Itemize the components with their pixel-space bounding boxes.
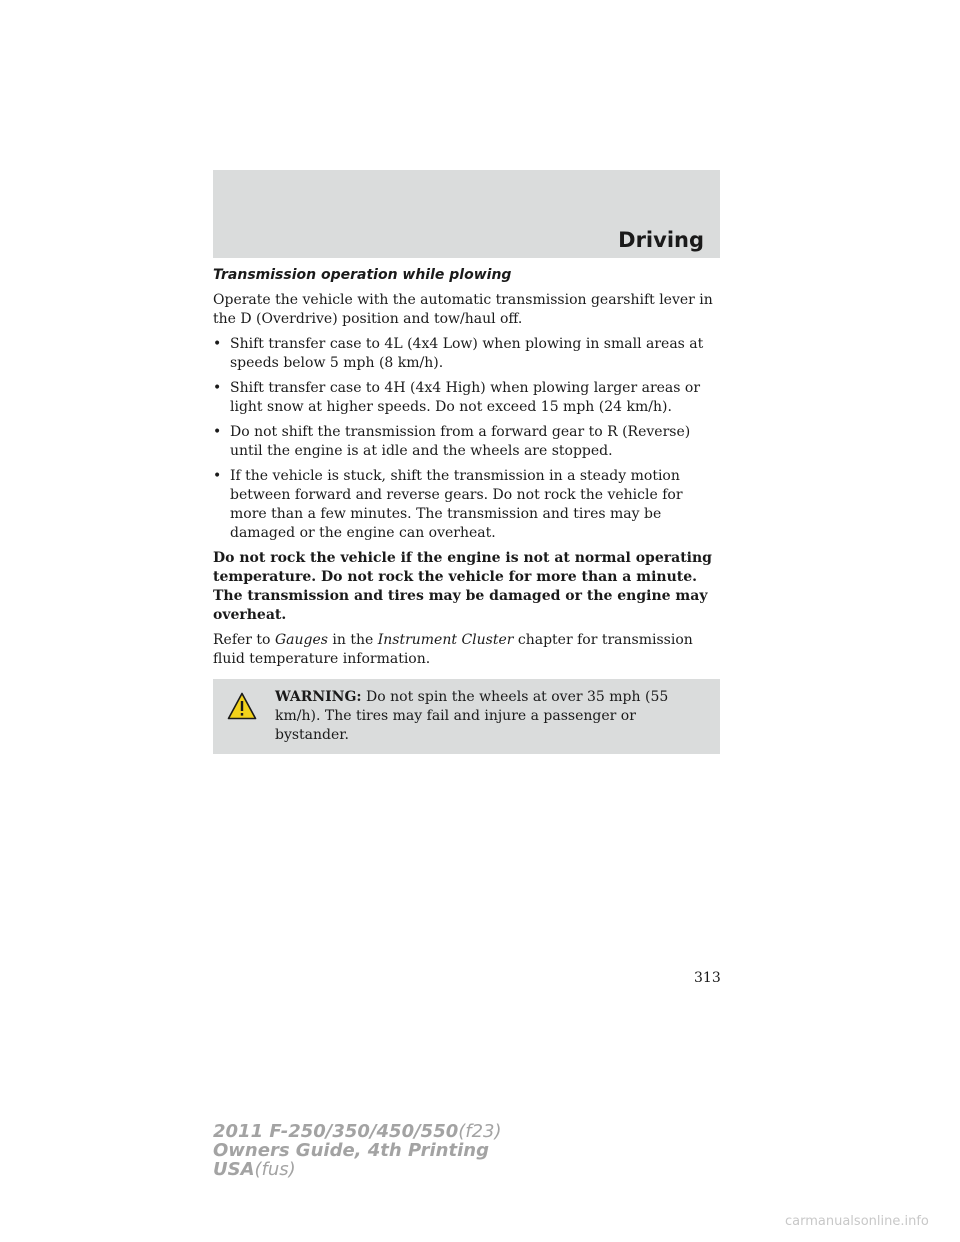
list-item: • Shift transfer case to 4H (4x4 High) when plowing larger areas or light snow at higher speeds. Do not exceed 15 mph (24 km/h).: [213, 380, 701, 415]
bullet-list: [213, 335, 723, 543]
page-content: [213, 266, 723, 754]
footer-line-3: USA(fus): [213, 1159, 296, 1180]
header-band: [213, 170, 720, 258]
warning-message: Do not spin the wheels at over 35 mph (55 km/h). The tires may fail and injure a passenger or bystander.: [275, 689, 669, 743]
page-number: 313: [694, 970, 721, 986]
watermark: carmanualsonline.info: [785, 1214, 929, 1229]
instrument-cluster-reference: Instrument Cluster: [377, 632, 514, 648]
footer-line-2: Owners Guide, 4th Printing: [213, 1140, 489, 1161]
list-item: • Do not shift the transmission from a forward gear to R (Reverse) until the engine is at idle and the wheels are stopped.: [213, 424, 691, 459]
list-item: • Shift transfer case to 4L (4x4 Low) when plowing in small areas at speeds below 5 mph (8 km/h).: [213, 336, 704, 371]
footer: [213, 1122, 502, 1179]
warning-box: [213, 679, 720, 754]
bullet-icon: •: [213, 468, 222, 484]
section-title: Driving: [618, 228, 704, 252]
subheading: Transmission operation while plowing: [213, 267, 512, 283]
list-item: • If the vehicle is stuck, shift the transmission in a steady motion between forward and reverse gears. Do not rock the vehicle for more than a few minutes. The transmission and tires may be damaged or the engine can overheat.: [213, 468, 683, 541]
gauges-reference: Gauges: [274, 632, 328, 648]
caution-paragraph: Do not rock the vehicle if the engine is not at normal operating temperature. Do not rock the vehicle for more than a minute. The transmission and tires may be damaged or the engine may overheat.: [213, 550, 712, 623]
warning-text: [275, 688, 710, 745]
intro-paragraph: Operate the vehicle with the automatic transmission gearshift lever in the D (Overdrive) position and tow/haul off.: [213, 292, 713, 327]
footer-line-1: 2011 F-250/350/450/550(f23): [213, 1121, 502, 1142]
bullet-icon: •: [213, 336, 222, 352]
bullet-icon: •: [213, 380, 222, 396]
refer-paragraph: Refer to Gauges in the Instrument Cluster chapter for transmission fluid temperature information.: [213, 632, 693, 667]
warning-triangle-icon: [227, 692, 257, 720]
warning-label: WARNING:: [275, 689, 362, 705]
bullet-icon: •: [213, 424, 222, 440]
